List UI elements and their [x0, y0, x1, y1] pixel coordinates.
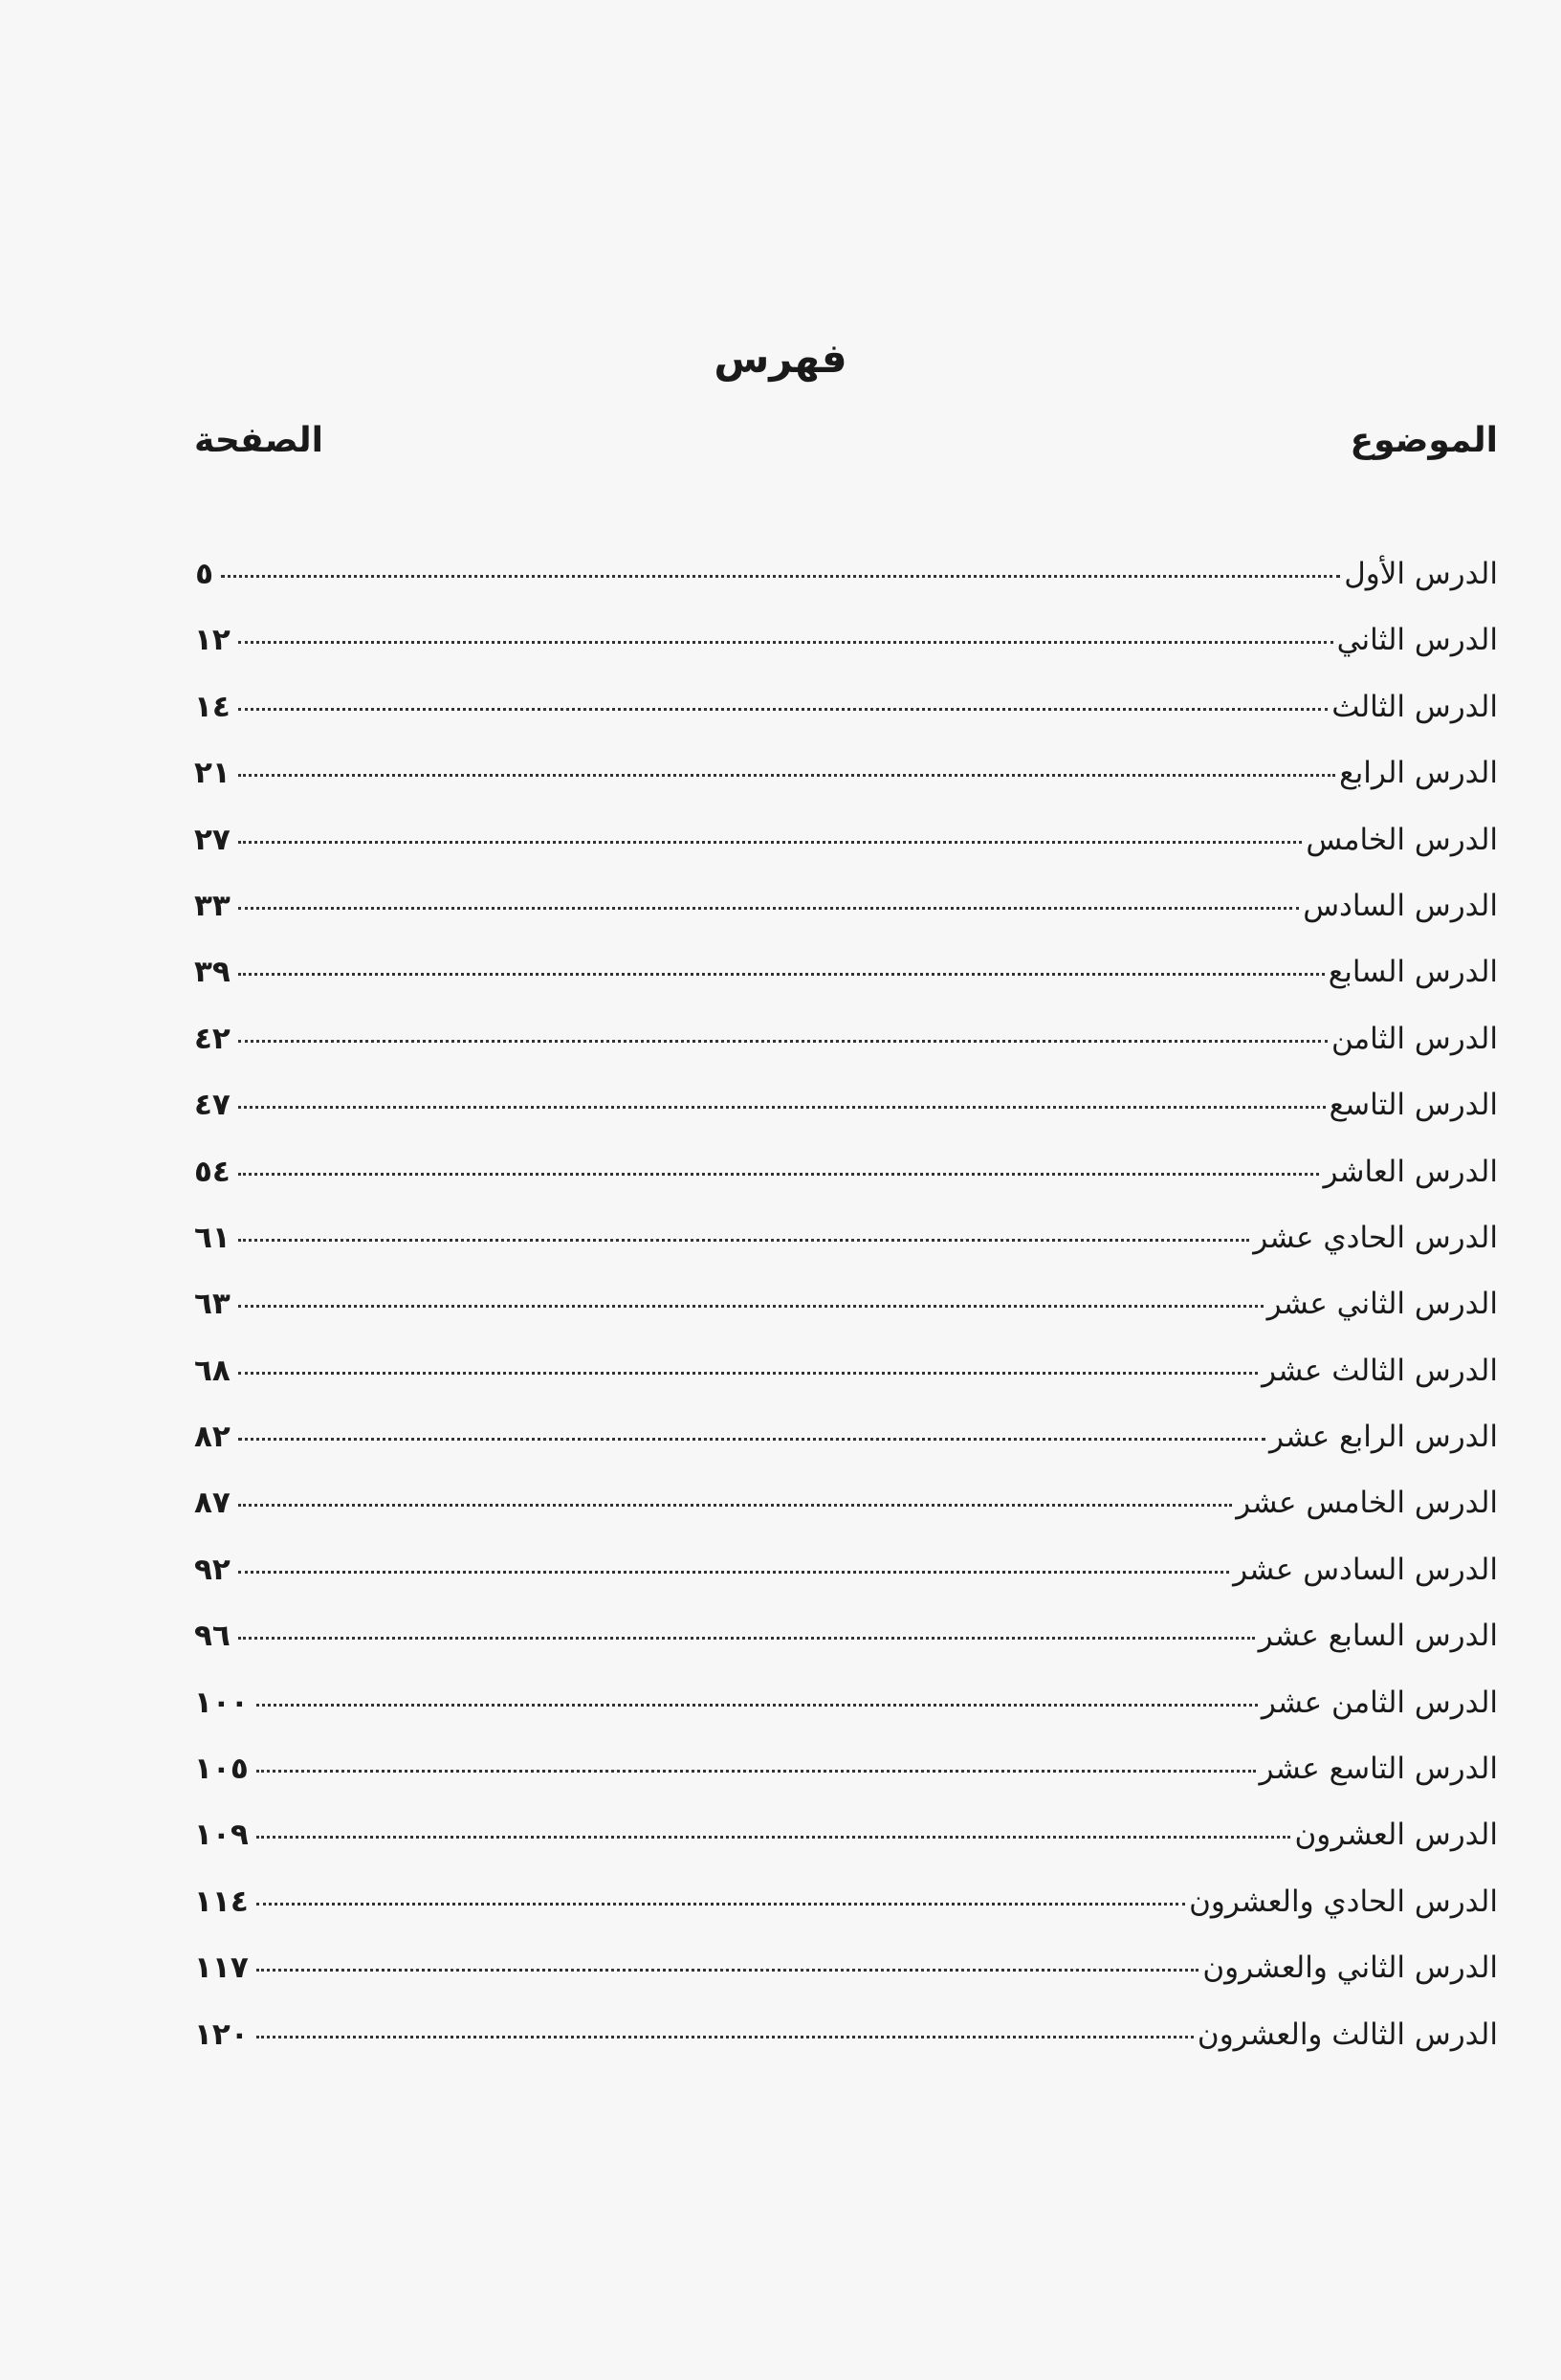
dot-leader: [238, 641, 1333, 644]
toc-entry-page-number: ٤٧: [194, 1088, 231, 1123]
toc-entry: [194, 887, 1498, 953]
toc-entry-title: الدرس العاشر: [1323, 1154, 1498, 1189]
toc-entry-page-number: ٥٤: [194, 1154, 231, 1189]
toc-entry: [194, 1219, 1498, 1285]
toc-entry: [194, 621, 1498, 687]
toc-entry: [194, 1551, 1498, 1617]
toc-entry-title: الدرس الأول: [1344, 557, 1498, 591]
subject-column-header: الموضوع: [1350, 421, 1498, 460]
toc-entry-page-number: ٥: [195, 557, 213, 591]
toc-entry-title: الدرس السادس: [1303, 888, 1498, 923]
toc-entry-title: الدرس الثاني: [1336, 623, 1498, 658]
toc-entry-page-number: ١١٧: [194, 1950, 249, 1986]
toc-entry-page-number: ١٢٠: [194, 2016, 249, 2052]
dot-leader: [256, 1903, 1185, 1906]
dot-leader: [238, 907, 1299, 910]
dot-leader: [238, 1504, 1232, 1507]
dot-leader: [238, 1438, 1265, 1441]
toc-entry: [194, 1617, 1498, 1683]
dot-leader: [256, 1836, 1291, 1839]
toc-entry-title: الدرس العشرون: [1294, 1818, 1498, 1853]
toc-entry-title: الدرس الخامس: [1306, 822, 1498, 857]
toc-entry: [194, 1484, 1498, 1550]
toc-entry-title: الدرس السابع: [1328, 955, 1498, 990]
toc-entry-title: الدرس السابع عشر: [1258, 1619, 1498, 1654]
dot-leader: [238, 708, 1328, 711]
toc-entry-page-number: ٤٢: [194, 1021, 231, 1056]
toc-entry-title: الدرس الثاني عشر: [1266, 1287, 1498, 1322]
dot-leader: [256, 2036, 1194, 2038]
toc-entry-title: الدرس التاسع: [1329, 1088, 1498, 1123]
toc-entry: [194, 688, 1498, 754]
toc-entry: [194, 1684, 1498, 1750]
toc-entry-page-number: ٦٣: [194, 1287, 231, 1322]
toc-entry-page-number: ٩٦: [194, 1619, 231, 1654]
dot-leader: [238, 1040, 1328, 1043]
dot-leader: [238, 1106, 1326, 1109]
toc-entry-title: الدرس الخامس عشر: [1236, 1486, 1498, 1521]
toc-entry: [194, 1352, 1498, 1418]
toc-entry-page-number: ٩٢: [194, 1552, 231, 1587]
toc-entry-page-number: ١٠٥: [194, 1752, 249, 1787]
toc-entry: [194, 754, 1498, 820]
toc-entry: [194, 555, 1498, 621]
toc-entry-page-number: ٨٧: [194, 1486, 231, 1521]
toc-entry: [194, 1285, 1498, 1351]
toc-entry: [194, 1883, 1498, 1949]
toc-entry: [194, 821, 1498, 887]
toc-entry-title: الدرس التاسع عشر: [1259, 1752, 1498, 1787]
dot-leader: [221, 575, 1340, 578]
dot-leader: [238, 1571, 1229, 1574]
toc-entry-title: الدرس الثاني والعشرون: [1202, 1950, 1498, 1986]
toc-entry: [194, 953, 1498, 1019]
toc-entry: [194, 1949, 1498, 2015]
toc-entry-title: الدرس الثالث: [1331, 689, 1498, 724]
toc-entry-page-number: ١١٤: [194, 1884, 249, 1919]
toc-entry: [194, 2016, 1498, 2082]
table-of-contents: [194, 555, 1498, 2082]
page-column-header: الصفحة: [194, 421, 324, 460]
dot-leader: [238, 841, 1303, 844]
dot-leader: [256, 1770, 1256, 1773]
toc-entry: [194, 1086, 1498, 1152]
dot-leader: [238, 1173, 1320, 1176]
dot-leader: [238, 1305, 1264, 1308]
toc-entry-page-number: ٨٢: [194, 1420, 231, 1455]
toc-entry: [194, 1153, 1498, 1219]
toc-entry-page-number: ١٠٩: [194, 1818, 249, 1853]
toc-entry: [194, 1750, 1498, 1816]
toc-entry-title: الدرس الثالث عشر: [1262, 1353, 1498, 1388]
toc-entry-title: الدرس الثالث والعشرون: [1197, 2016, 1498, 2052]
toc-entry-page-number: ٦١: [194, 1220, 231, 1255]
toc-entry-title: الدرس الثامن عشر: [1261, 1685, 1498, 1720]
toc-entry-title: الدرس السادس عشر: [1233, 1552, 1498, 1587]
toc-entry: [194, 1816, 1498, 1882]
dot-leader: [238, 973, 1325, 976]
toc-entry: [194, 1020, 1498, 1086]
toc-entry-page-number: ١٤: [194, 689, 231, 724]
toc-entry-page-number: ١٠٠: [194, 1685, 249, 1720]
toc-entry-page-number: ٢١: [194, 756, 231, 791]
dot-leader: [256, 1704, 1258, 1707]
toc-entry-title: الدرس الحادي عشر: [1253, 1220, 1498, 1255]
toc-entry-page-number: ٢٧: [194, 822, 231, 857]
toc-entry-page-number: ٣٩: [194, 955, 231, 990]
dot-leader: [238, 774, 1335, 777]
dot-leader: [256, 1969, 1199, 1972]
dot-leader: [238, 1637, 1255, 1640]
toc-entry-page-number: ٣٣: [194, 888, 231, 923]
toc-entry-title: الدرس الرابع: [1339, 756, 1498, 791]
toc-entry: [194, 1418, 1498, 1484]
toc-entry-title: الدرس الرابع عشر: [1268, 1420, 1498, 1455]
dot-leader: [238, 1372, 1258, 1375]
page-title: فهرس: [714, 335, 847, 382]
toc-entry-title: الدرس الحادي والعشرون: [1189, 1884, 1498, 1919]
dot-leader: [238, 1239, 1249, 1242]
toc-entry-page-number: ١٢: [194, 623, 231, 658]
toc-entry-page-number: ٦٨: [194, 1353, 231, 1388]
toc-entry-title: الدرس الثامن: [1330, 1021, 1498, 1056]
